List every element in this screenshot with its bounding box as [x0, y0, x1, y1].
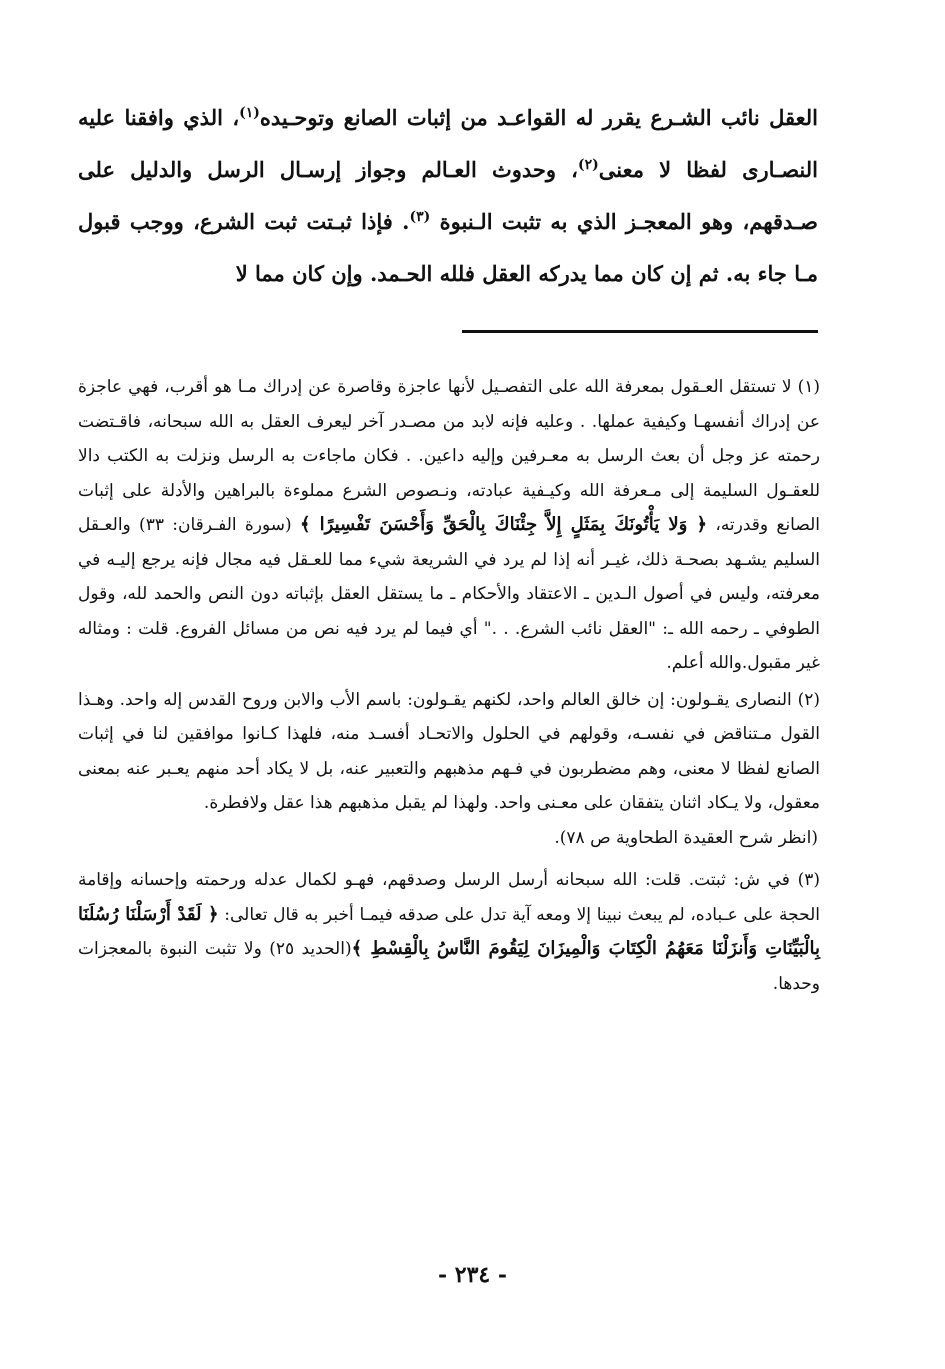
footnote-ref-2[interactable]: (٢): [577, 157, 599, 173]
footnote-2-number: (٢): [797, 689, 821, 710]
footnote-1-number: (١): [797, 377, 821, 397]
footnote-2: [78, 683, 820, 856]
footnote-3-text-b: ولا تثبت النبوة بالمعجزات وحدها.: [78, 939, 820, 994]
footnote-ref-1[interactable]: (١): [239, 105, 260, 121]
footnote-ref-3[interactable]: (٣): [409, 209, 431, 225]
main-text-part-3: ، وحدوث العـالم وجواز إرسـال الرسل والدليل على صـدقهم، وهو المعجـز الذي به تثبت الـنبوة: [78, 157, 819, 234]
footnote-3: [78, 863, 820, 1001]
main-text-part-4: . فإذا ثبـتت ثبت الشرع، ووجب قبول مـا جاء به. ثم إن كان مما يدركه العقل فلله الحـمد. وإن كان مما لا: [78, 209, 818, 286]
footnote-3-number: (٣): [797, 870, 821, 890]
footnote-3-quran-verse: ﴿ لَقَدْ أَرْسَلْنَا رُسُلَنَا بِالْبَيِّنَاتِ وَأَنزَلْنَا مَعَهُمُ الْكِتَابَ وَالْمِيزَانَ لِيَقُومَ النَّاسُ بِالْقِسْطِ ﴾: [78, 903, 820, 959]
footnote-1-quran-verse: ﴿ وَلا يَأْتُونَكَ بِمَثَلٍ إِلاَّ جِئْنَاكَ بِالْحَقِّ وَأَحْسَنَ تَفْسِيرًا ﴾: [299, 514, 708, 535]
footnote-separator-rule: [462, 330, 818, 333]
main-paragraph: [78, 92, 818, 300]
footnote-1-text-b: (سورة الفـرقان: ٣٣) والعـقل السليم يشـهد بصحـة ذلك، غيـر أنه إذا لم يرد في الشريعة شيء مما للعـقل فيه مجال فإنه يرجع إليـه في معرفته، وليس في أصول الـدين ـ الاعتقاد والأحكام ـ ما يستقل العقل بإثباته دون النص والحمد لله، وقول الطوفي ـ رحمه الله ـ: "العقل نائب الشرع. . ." أي فيما لم يرد فيه نص من مسائل الفروع. قلت : ومثاله غير مقبول.والله أعلم.: [78, 515, 820, 673]
footnotes-section: [78, 370, 820, 1001]
page-number: - ٢٣٤ -: [437, 1262, 508, 1288]
main-text-part-2: ، الذي وافقنا عليه النصـارى لفظا لا معنى: [78, 105, 819, 182]
footnote-1-text-a: لا تستقل العـقول بمعرفة الله على التفصـيل لأنها عاجزة وقاصرة عن إدراك مـا هو أقرب، فهي عاجزة عن إدراك أنفسهـا وكيفية عملها. . وعليه فإنه لابد من مصـدر آخر ليعرف العقل به الله سبحانه، فاقـتضت رحمته عز وجل أن بعث الرسل به معـرفين وإليه داعين. . فكان ماجاءت به الرسل ونزلت به الكتب دالا للعقـول السليمة إلى مـعرفة الله وكيـفية عبادته، ونـصوص الشرع مملوءة بالبراهين والأدلة على إثبات الصانع وقدرته،: [78, 377, 821, 535]
footnote-1: [78, 370, 820, 681]
main-text-part-1: العقل نائب الشـرع يقرر له القواعـد من إثبات الصانع وتوحـيده: [259, 105, 818, 130]
footnote-3-citation: (الحديد ٢٥): [269, 939, 352, 959]
footnote-2-text: النصارى يقـولون: إن خالق العالم واحد، لكنهم يقـولون: باسم الأب والابن وروح القدس إله واحد. وهـذا القول مـتناقض في نفسـه، وقولهم في الحلول والاتحـاد أفسـد منه، فلهذا كـانوا موافقين لنا في إثبات الصانع لفظا لا معنى، وهم مضطربون في فـهم مذهبهم والتعبير عنه، بل لا يكاد أحد منهم يعـبر عنه بمعنى معقول، ولا يـكاد اثنان يتفقان على معـنى واحد. ولهذا لم يقبل مذهبهم هذا عقل ولافطرة.: [78, 689, 820, 813]
footnote-2-citation: (انظر شرح العقيدة الطحاوية ص ٧٨).: [554, 827, 818, 848]
footnote-3-text-a: في ش: ثبتت. قلت: الله سبحانه أرسل الرسل وصدقهم، فهـو لكمال عدله ورحمته وإحسانه وإقامة الحجة على عـباده، لم يبعث نبينا إلا ومعه آية تدل على صدقه فيمـا أخبر به قال تعالى:: [78, 870, 820, 925]
